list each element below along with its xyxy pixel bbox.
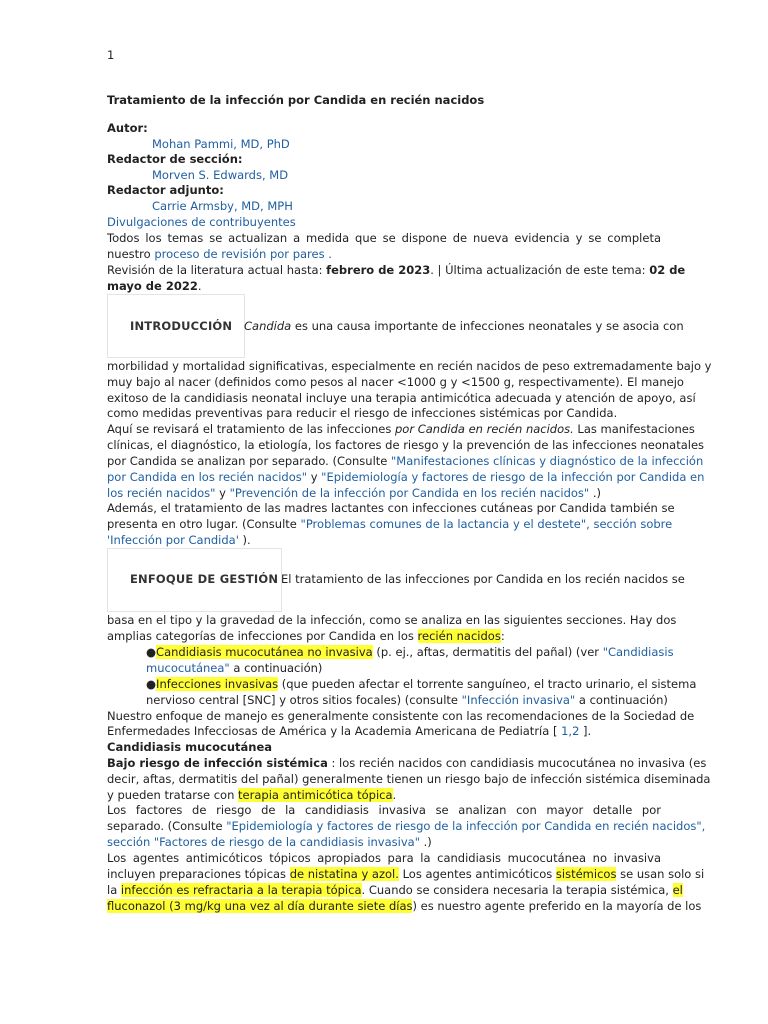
section-editor-label: Redactor de sección: [107,152,243,166]
bullet-dot: ● [146,677,157,691]
intro-first-line: Candida es una causa importante de infecciones neonatales y se asocia con [244,319,684,333]
mucocutaneous-line: decir, aftas, dermatitis del pañal) generalmente tienen un riesgo bajo de infección sistémica diseminada [107,772,711,786]
review-line-2: mayo de 2022. [107,279,202,293]
approach-line: amplias categorías de infecciones por Candida en los recién nacidos: [107,629,505,643]
bullet-invasive: ●Infecciones invasivas (que pueden afectar el torrente sanguíneo, el tracto urinario, el sistema [146,677,697,691]
mucocutaneous-line: y pueden tratarse con terapia antimicótica tópica. [107,788,397,802]
intro-line: exitoso de la candidiasis neonatal incluye una terapia antimicótica adecuada y atención de apoyo, así [107,391,696,405]
intro-line: clínicas, el diagnóstico, la etiología, los factores de riesgo y la prevención de las infecciones neonatales [107,438,705,452]
mucocutaneous-link-cont[interactable]: mucocutánea" [146,661,230,675]
mucocutaneous-line: la infección es refractaria a la terapia tópica. Cuando se considera necesaria la terapia sistémica, el [107,883,683,897]
approach-line: basa en el tipo y la gravedad de la infección, como se analiza en las siguientes secciones. Hay dos [107,613,677,627]
approach-heading: ENFOQUE DE GESTIÓN [130,572,279,586]
epidemiology-link[interactable]: "Epidemiología y factores de riesgo de la infección por Candida en [321,470,705,484]
low-risk-subheading: Bajo riesgo de infección sistémica [107,756,328,770]
intro-line: morbilidad y mortalidad significativas, especialmente en recién nacidos de peso extremadamente bajo y [107,359,712,373]
intro-line: 'Infección por Candida' ). [107,533,251,547]
review-line-1: Revisión de la literatura actual hasta: febrero de 2023. | Última actualización de este tema: 02 de [107,263,686,277]
update-text-line-2: nuestro proceso de revisión por pares . [107,247,332,261]
risk-factors-link-cont[interactable]: sección "Factores de riesgo de la candidiasis invasiva" [107,835,420,849]
page-number: 1 [107,48,115,62]
disclosures-link[interactable]: Divulgaciones de contribuyentes [107,215,296,229]
reference-link[interactable]: 1,2 [561,724,580,738]
mucocutaneous-heading: Candidiasis mucocutánea [107,740,273,754]
bullet-noninvasive-cont: mucocutánea" a continuación) [146,661,323,675]
intro-line: Aquí se revisará el tratamiento de las infecciones por Candida en recién nacidos. Las manifestaciones [107,422,695,436]
bullet-invasive-cont: nervioso central [SNC] y otros sitios focales) (consulte "Infección invasiva" a continuación) [146,693,668,707]
section-editor-link[interactable]: Morven S. Edwards, MD [152,168,289,182]
mucocutaneous-line: sección "Factores de riesgo de la candidiasis invasiva" .) [107,835,432,849]
invasive-infection-link[interactable]: "Infección invasiva" [461,693,576,707]
intro-heading: INTRODUCCIÓN [130,319,233,333]
intro-line: muy bajo al nacer (definidos como pesos al nacer <1000 g y <1500 g, respectivamente). El manejo [107,375,684,389]
peer-review-link[interactable]: proceso de revisión por pares . [154,247,332,261]
lactation-link[interactable]: "Problemas comunes de la lactancia y el destete", sección sobre [300,517,673,531]
mucocutaneous-line: incluyen preparaciones tópicas de nistatina y azol. Los agentes antimicóticos sistémicos se usan solo si [107,867,705,881]
document-title: Tratamiento de la infección por Candida en recién nacidos [107,93,485,107]
bullet-dot: ● [146,645,157,659]
mucocutaneous-line: Bajo riesgo de infección sistémica : los recién nacidos con candidiasis mucocutánea no invasiva (es [107,756,707,770]
mucocutaneous-line: fluconazol (3 mg/kg una vez al día durante siete días) es nuestro agente preferido en la mayoría de los [107,899,702,913]
mucocutaneous-line: Los factores de riesgo de la candidiasis invasiva se analizan con mayor detalle por [107,803,661,817]
author-label: Autor: [107,121,148,135]
epidemiology-link-cont[interactable]: los recién nacidos" [107,486,216,500]
bullet-noninvasive: ●Candidiasis mucocutánea no invasiva (p. ej., aftas, dermatitis del pañal) (ver "Candidiasis [146,645,674,659]
clinical-manifestations-link-cont[interactable]: por Candida en los recién nacidos" [107,470,308,484]
clinical-manifestations-link[interactable]: "Manifestaciones clínicas y diagnóstico de la infección [391,454,704,468]
deputy-editor-link[interactable]: Carrie Armsby, MD, MPH [152,199,293,213]
approach-line: Nuestro enfoque de manejo es generalmente consistente con las recomendaciones de la Sociedad de [107,709,695,723]
prevention-link[interactable]: "Prevención de la infección por Candida en los recién nacidos" [229,486,590,500]
author-link[interactable]: Mohan Pammi, MD, PhD [152,137,290,151]
intro-line: por Candida en los recién nacidos" y "Epidemiología y factores de riesgo de la infección por Candida en [107,470,705,484]
lactation-link-cont[interactable]: 'Infección por Candida' [107,533,239,547]
intro-line: por Candida se analizan por separado. (Consulte "Manifestaciones clínicas y diagnóstico de la infección [107,454,704,468]
deputy-editor-label: Redactor adjunto: [107,183,224,197]
intro-line: los recién nacidos" y "Prevención de la infección por Candida en los recién nacidos" .) [107,486,602,500]
intro-line: presenta en otro lugar. (Consulte "Problemas comunes de la lactancia y el destete", sección sobre [107,517,673,531]
update-text-line-1: Todos los temas se actualizan a medida que se dispone de nueva evidencia y se completa [107,231,661,245]
mucocutaneous-line: Los agentes antimicóticos tópicos apropiados para la candidiasis mucocutánea no invasiva [107,851,661,865]
risk-factors-link[interactable]: "Epidemiología y factores de riesgo de la infección por Candida en recién nacidos", [226,819,706,833]
mucocutaneous-line: separado. (Consulte "Epidemiología y factores de riesgo de la infección por Candida en recién nacidos", [107,819,706,833]
mucocutaneous-link[interactable]: "Candidiasis [602,645,674,659]
intro-line: Además, el tratamiento de las madres lactantes con infecciones cutáneas por Candida también se [107,501,675,515]
approach-line: Enfermedades Infecciosas de América y la Academia Americana de Pediatría [ 1,2 ]. [107,724,592,738]
approach-first-line: El tratamiento de las infecciones por Candida en los recién nacidos se [281,572,685,586]
intro-line: como medidas preventivas para reducir el riesgo de infecciones sistémicas por Candida. [107,406,618,420]
